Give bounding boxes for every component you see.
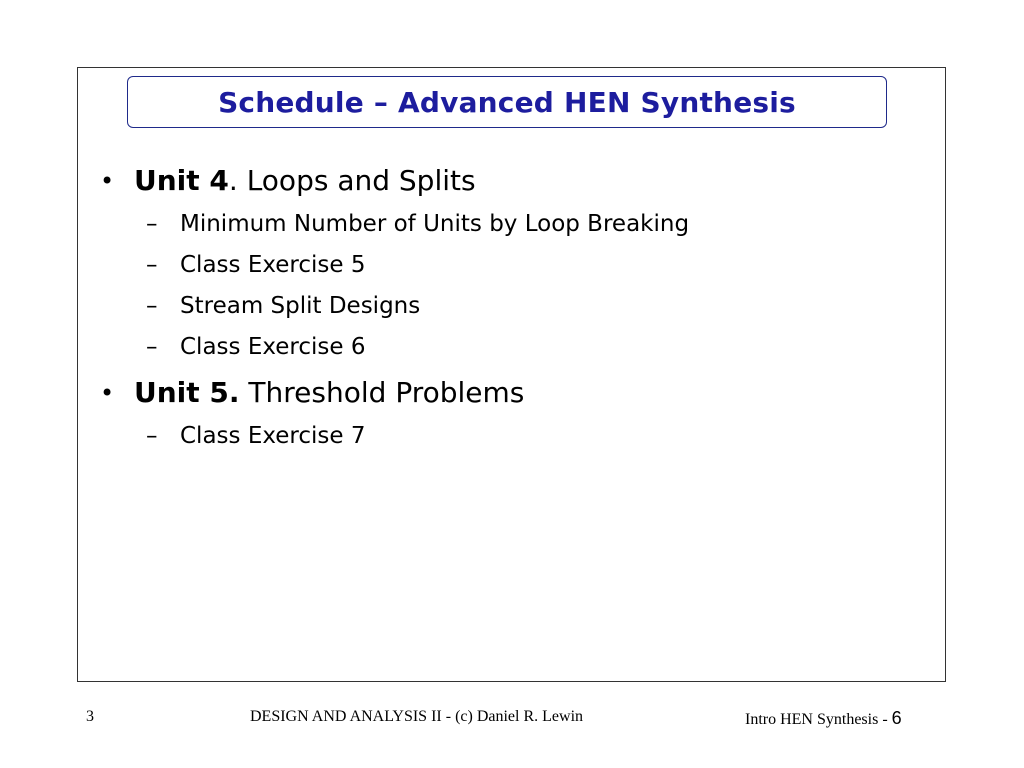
list-item-text: Class Exercise 6: [180, 334, 366, 360]
dash-icon: –: [146, 252, 158, 278]
list-item: [146, 286, 920, 327]
list-item: [146, 245, 920, 286]
slide-content: [100, 160, 920, 461]
unit-5-text: Threshold Problems: [239, 376, 525, 409]
unit-5-bullet: [100, 372, 920, 457]
unit-4-bullet: [100, 160, 920, 368]
slide-title: Schedule – Advanced HEN Synthesis: [218, 85, 796, 119]
dash-icon: –: [146, 293, 158, 319]
footer-section-text: Intro HEN Synthesis -: [745, 711, 888, 728]
unit-4-sublist: [134, 204, 920, 368]
bullet-icon: •: [100, 167, 115, 195]
list-item-text: Class Exercise 7: [180, 423, 366, 449]
dash-icon: –: [146, 334, 158, 360]
unit-4-label: Unit 4: [134, 164, 229, 197]
unit-5-label: Unit 5.: [134, 376, 240, 409]
slide-title-box: [127, 76, 887, 128]
unit-5-heading: [134, 372, 920, 414]
list-item: [146, 327, 920, 368]
footer-course: DESIGN AND ANALYSIS II - (c) Daniel R. Lewin: [250, 708, 584, 725]
footer-page-number: 3: [86, 708, 94, 725]
unit-4-heading: [134, 160, 920, 202]
list-item-text: Class Exercise 5: [180, 252, 366, 278]
bullet-icon: •: [100, 379, 115, 407]
list-item-text: Minimum Number of Units by Loop Breaking: [180, 211, 690, 237]
unit-4-text: Loops and Splits: [237, 164, 476, 197]
list-item: [146, 204, 920, 245]
unit-4-separator: .: [228, 164, 238, 197]
list-item: [146, 416, 920, 457]
dash-icon: –: [146, 423, 158, 449]
unit-5-sublist: [134, 416, 920, 457]
footer-slide-number: 6: [891, 708, 902, 728]
dash-icon: –: [146, 211, 158, 237]
list-item-text: Stream Split Designs: [180, 293, 421, 319]
footer-section: [745, 708, 902, 729]
